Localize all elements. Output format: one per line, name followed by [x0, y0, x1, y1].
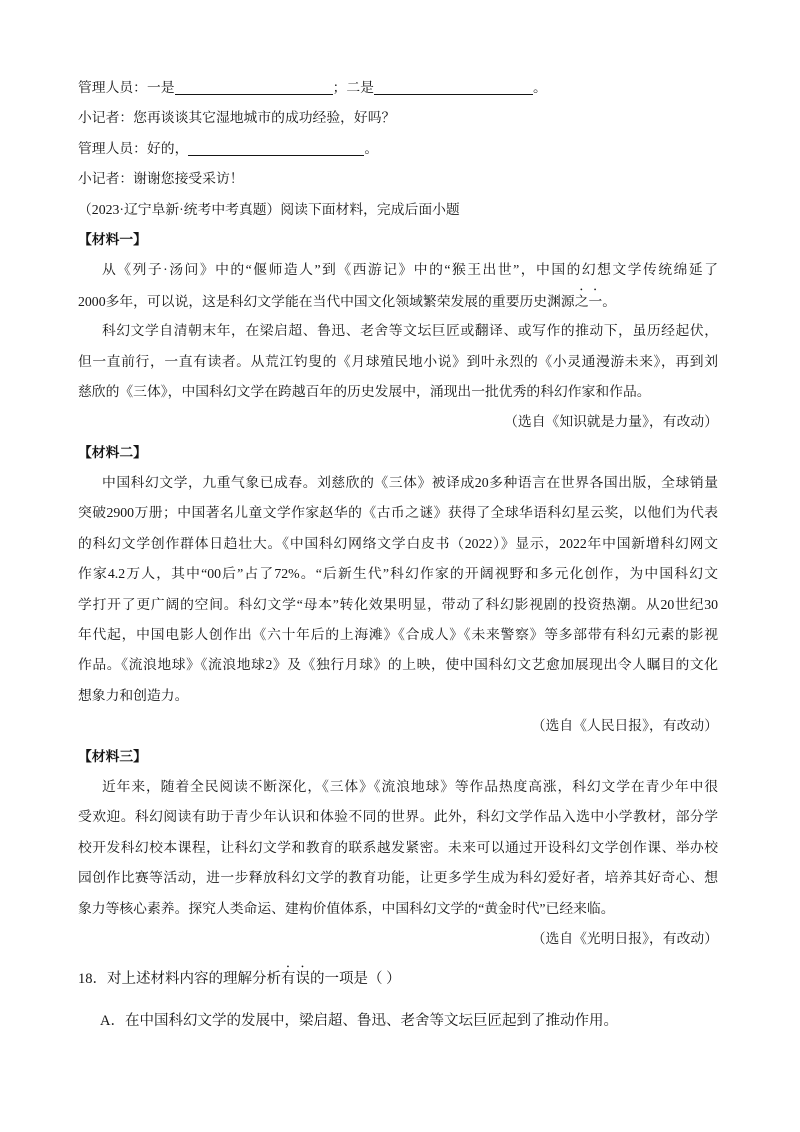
material-1-p2-line-3: 慈欣的《三体》，中国科幻文学在跨越百年的历史发展中，涌现出一批优秀的科幻作家和作品。: [78, 383, 651, 399]
question-text-end: 的一项是（ ）: [310, 970, 401, 987]
answer-blank-3: [188, 143, 364, 156]
dialogue-line-1-middle: ；二是: [332, 80, 374, 95]
material-2-line-1: 中国科幻文学，九重气象已成春。刘慈欣的《三体》被译成20多种语言在世界各国出版，全球销量: [102, 475, 718, 491]
dialogue-line-3-suffix: 。: [364, 140, 379, 156]
material-1-p1-line-2: [78, 286, 718, 316]
dialogue-line-1-suffix: 。: [532, 80, 547, 95]
option-a: [78, 1006, 718, 1036]
material-2-line-6: 年代起，中国电影人创作出《六十年后的上海滩》《合成人》《未来警察》等多部带有科幻元素的影视: [78, 627, 718, 643]
answer-blank-1: [175, 82, 333, 95]
question-18: [78, 963, 718, 993]
material-2-line-7: 作品。《流浪地球》《流浪地球2》及《独行月球》的上映，使中国科幻文艺愈加展现出令人瞩目的文化: [78, 657, 718, 673]
material-3-line-2: 受欢迎。科幻阅读有助于青少年认识和体验不同的世界。此外，科幻文学作品入选中小学教材，部分学: [78, 809, 718, 825]
material-2-line-2: 突破2900万册；中国著名儿童文学作家赵华的《古币之谜》获得了全球华语科幻星云奖，以他们为代表: [78, 505, 718, 521]
material-2-source: （选自《人民日报》，有改动）: [531, 718, 718, 734]
dialogue-line-3-prefix: 管理人员：好的，: [78, 140, 189, 156]
dialogue-line-3: [78, 134, 718, 164]
material-3-line-4: 园创作比赛等活动，进一步释放科幻文学的教育功能，让更多学生成为科幻爱好者，培养其好奇心、想: [78, 870, 718, 886]
material-2-line-8: 想象力和创造力。: [78, 687, 189, 703]
question-intro: （2023·辽宁阜新·统考中考真题）阅读下面材料，完成后面小题: [78, 201, 460, 217]
material-1-heading: 【材料一】: [78, 231, 147, 247]
question-text: 对上述材料内容的理解分析: [107, 970, 281, 987]
dialogue-line-1-prefix: 管理人员：一是: [78, 80, 175, 95]
material-1-p2-line-2: 但一直前行，一直有读者。从荒江钓叟的《月球殖民地小说》到叶永烈的《小灵通漫游未来》，再到刘: [78, 353, 718, 369]
material-3-source: （选自《光明日报》，有改动）: [531, 930, 718, 946]
option-label: A．: [100, 1012, 125, 1029]
answer-blank-2: [374, 82, 533, 95]
material-1-p1-line-2-end: 。: [602, 293, 617, 309]
material-2-heading: 【材料二】: [78, 444, 147, 460]
material-3-heading: 【材料三】: [78, 748, 147, 764]
option-text: 在中国科幻文学的发展中，梁启超、鲁迅、老舍等文坛巨匠起到了推动作用。: [124, 1012, 618, 1029]
material-1-p2-line-1: 科幻文学自清朝末年，在梁启超、鲁迅、老舍等文坛巨匠或翻译、或写作的推动下，虽历经起伏，: [102, 323, 718, 339]
dialogue-line-4: 小记者：谢谢您接受采访！: [78, 171, 244, 187]
material-2-line-3: 的科幻文学创作群体日趋壮大。《中国科幻网络文学白皮书（2022）》显示，2022年中国新增科幻网文: [78, 535, 718, 551]
material-1-p1-line-1: 从《列子·汤问》中的“偃师造人”到《西游记》中的“猴王出世”，中国的幻想文学传统绵延了: [102, 262, 718, 278]
material-1-source: （选自《知识就是力量》，有改动）: [504, 414, 718, 430]
material-3-line-5: 象力等核心素养。探究人类命运、建构价值体系，中国科幻文学的“黄金时代”已经来临。: [78, 900, 615, 916]
dialogue-line-1: [78, 73, 718, 103]
material-1-p1-line-2-text: 2000多年，可以说，这是科幻文学能在当代中国文化领域繁荣发展的重要历史渊源: [78, 293, 575, 309]
question-emphasized-text: 有误: [281, 970, 310, 987]
material-3-line-3: 校开发科幻校本课程，让科幻文学和教育的联系越发紧密。未来可以通过开设科幻文学创作课、举办校: [78, 839, 718, 855]
question-number: 18．: [78, 970, 107, 987]
dialogue-line-2: 小记者：您再谈谈其它湿地城市的成功经验，好吗？: [78, 110, 396, 126]
material-2-line-4: 作家4.2万人，其中“00后”占了72%。“后新生代”科幻作家的开阔视野和多元化创作，为中国科幻文: [78, 566, 718, 582]
page-content: [78, 73, 718, 1036]
material-3-line-1: 近年来，随着全民阅读不断深化，《三体》《流浪地球》等作品热度高涨，科幻文学在青少年中很: [102, 778, 718, 794]
emphasized-text: 之一: [574, 293, 603, 309]
material-2-line-5: 学打开了更广阔的空间。科幻文学“母本”转化效果明显，带动了科幻影视剧的投资热潮。从20世纪30: [78, 596, 718, 612]
